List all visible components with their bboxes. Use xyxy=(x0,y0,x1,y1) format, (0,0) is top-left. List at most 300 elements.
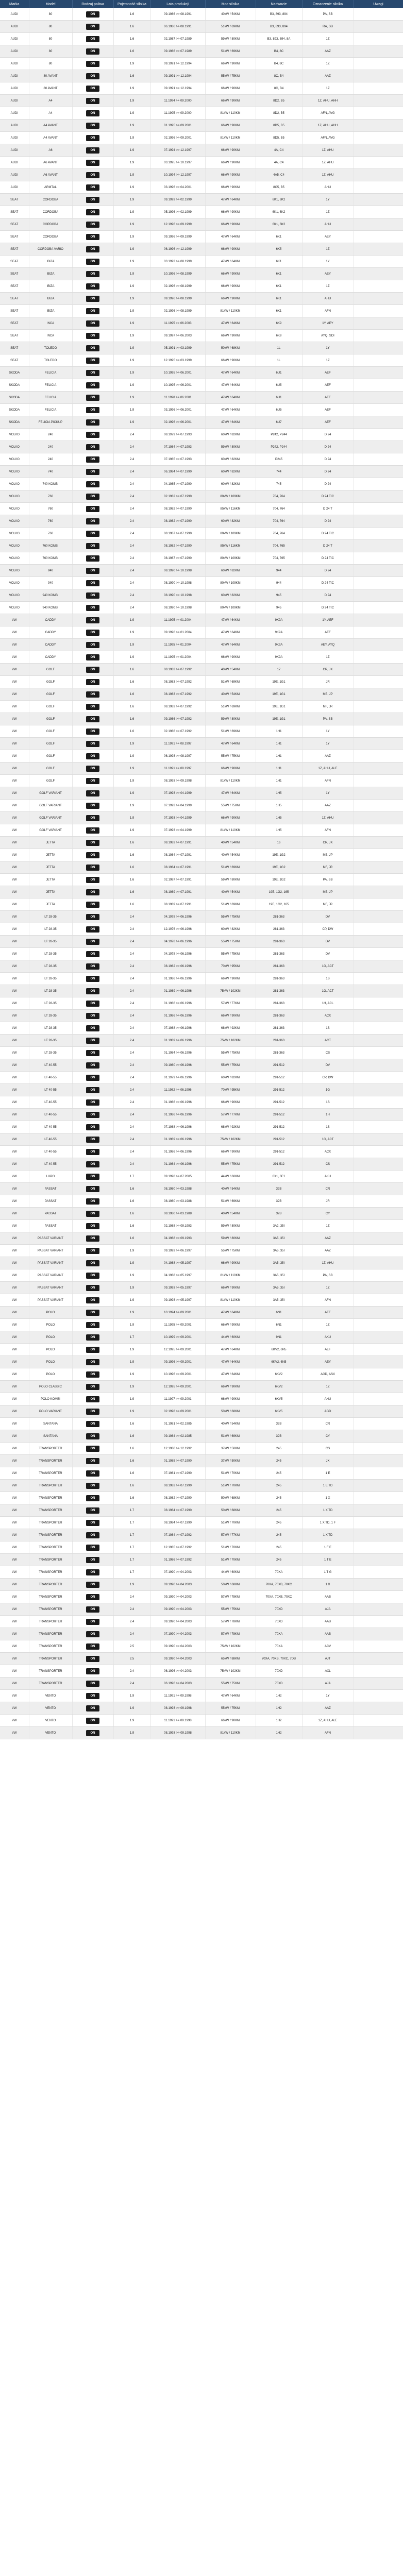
cell-engine-code: 1G xyxy=(302,1084,354,1096)
cell-power: 66kW / 90KM xyxy=(205,58,256,70)
cell-notes xyxy=(354,490,403,503)
cell-fuel xyxy=(72,1727,113,1739)
fuel-badge: ON xyxy=(86,184,99,191)
cell-power: 47kW / 64KM xyxy=(205,639,256,651)
cell-model: INCA xyxy=(29,330,72,342)
cell-engine-code: 1Z, AHU xyxy=(302,169,354,181)
cell-model: 760 xyxy=(29,515,72,528)
fuel-badge: ON xyxy=(86,1013,99,1019)
cell-power: 75kW / 102KM xyxy=(205,1640,256,1653)
cell-power: 66kW / 90KM xyxy=(205,330,256,342)
cell-model: TRANSPORTER xyxy=(29,1467,72,1480)
header-notes[interactable]: Uwagi xyxy=(354,0,403,8)
cell-notes xyxy=(354,1368,403,1381)
table-row xyxy=(0,1282,403,1294)
cell-notes xyxy=(354,824,403,837)
table-row xyxy=(0,8,403,21)
cell-body: 6K9 xyxy=(256,330,302,342)
cell-body: 6K1 xyxy=(256,256,302,268)
cell-body: B3, 893, 894, 8A xyxy=(256,33,302,45)
cell-power: 80kW / 109KM xyxy=(205,602,256,614)
cell-fuel xyxy=(72,132,113,144)
cell-years: 11.1991 >> 09.1998 xyxy=(150,1715,205,1727)
cell-body: 6K1 xyxy=(256,231,302,243)
cell-model: 80 AVANT xyxy=(29,70,72,82)
cell-notes xyxy=(354,453,403,466)
cell-capacity: 2.4 xyxy=(113,1047,150,1059)
cell-model: TRANSPORTER xyxy=(29,1677,72,1690)
cell-engine-code: D 24 T xyxy=(302,540,354,552)
cell-engine-code: 1Z, AHU xyxy=(302,1257,354,1269)
cell-engine-code: DV xyxy=(302,911,354,923)
cell-power: 81kW / 110KM xyxy=(205,775,256,787)
fuel-badge: ON xyxy=(86,630,99,636)
cell-fuel xyxy=(72,837,113,849)
cell-model: PASSAT VARIANT xyxy=(29,1294,72,1307)
cell-notes xyxy=(354,293,403,305)
table-row xyxy=(0,997,403,1010)
cell-body: 4A5, C4 xyxy=(256,169,302,181)
cell-years: 09.1986 >> 07.1992 xyxy=(150,713,205,725)
cell-model: 80 xyxy=(29,8,72,21)
cell-years: 01.1986 >> 07.1992 xyxy=(150,1554,205,1566)
cell-capacity: 1.9 xyxy=(113,416,150,429)
cell-notes xyxy=(354,45,403,58)
table-row xyxy=(0,144,403,157)
cell-fuel xyxy=(72,812,113,824)
cell-capacity: 1.9 xyxy=(113,280,150,293)
cell-notes xyxy=(354,416,403,429)
header-body[interactable]: Nadwozie xyxy=(256,0,302,8)
cell-capacity: 1.6 xyxy=(113,861,150,874)
table-row xyxy=(0,1653,403,1665)
cell-capacity: 2.4 xyxy=(113,923,150,936)
cell-model: A6 AVANT xyxy=(29,169,72,181)
fuel-badge: ON xyxy=(86,568,99,574)
cell-capacity: 1.7 xyxy=(113,1554,150,1566)
cell-fuel xyxy=(72,1405,113,1418)
cell-power: 66kW / 90KM xyxy=(205,169,256,181)
cell-capacity: 1.9 xyxy=(113,218,150,231)
cell-notes xyxy=(354,1047,403,1059)
cell-power: 40kW / 54KM xyxy=(205,1208,256,1220)
cell-body: 70XA, 70XB, 70XC xyxy=(256,1579,302,1591)
cell-notes xyxy=(354,1232,403,1245)
cell-capacity: 2.4 xyxy=(113,503,150,515)
cell-power: 51kW / 69KM xyxy=(205,21,256,33)
cell-body: 245 xyxy=(256,1554,302,1566)
cell-fuel xyxy=(72,1035,113,1047)
cell-years: 01.1986 >> 06.1996 xyxy=(150,1010,205,1022)
cell-make: VW xyxy=(0,1171,29,1183)
cell-capacity: 2.4 xyxy=(113,466,150,478)
cell-engine-code: MF, JR xyxy=(302,861,354,874)
cell-capacity: 2.4 xyxy=(113,565,150,577)
fuel-badge: ON xyxy=(86,24,99,30)
fuel-badge: ON xyxy=(86,939,99,945)
cell-power: 60kW / 82KM xyxy=(205,589,256,602)
cell-fuel xyxy=(72,317,113,330)
cell-model: ARMTAL xyxy=(29,181,72,194)
cell-years: 02.1996 >> 08.1999 xyxy=(150,305,205,317)
cell-engine-code: PA, SB xyxy=(302,8,354,21)
cell-engine-code: CS xyxy=(302,1047,354,1059)
table-row xyxy=(0,688,403,701)
cell-capacity: 1.9 xyxy=(113,107,150,120)
cell-engine-code: D 24 xyxy=(302,429,354,441)
cell-engine-code: D 24 xyxy=(302,478,354,490)
cell-model: A6 xyxy=(29,144,72,157)
cell-notes xyxy=(354,1195,403,1208)
table-row xyxy=(0,268,403,280)
cell-fuel xyxy=(72,973,113,985)
cell-notes xyxy=(354,120,403,132)
cell-engine-code: 1Z, AHU, AHH xyxy=(302,120,354,132)
cell-make: AUDI xyxy=(0,107,29,120)
cell-body: 6K1 xyxy=(256,305,302,317)
cell-fuel xyxy=(72,936,113,948)
fuel-badge: ON xyxy=(86,11,99,18)
header-power[interactable]: Moc silnika xyxy=(205,0,256,8)
fuel-badge: ON xyxy=(86,654,99,660)
header-years[interactable]: Lata produkcji xyxy=(150,0,205,8)
fuel-badge: ON xyxy=(86,123,99,129)
cell-model: POLO xyxy=(29,1307,72,1319)
table-row xyxy=(0,1665,403,1677)
cell-fuel xyxy=(72,528,113,540)
cell-engine-code: 1Y xyxy=(302,738,354,750)
fuel-badge: ON xyxy=(86,691,99,698)
cell-power: 60kW / 82KM xyxy=(205,429,256,441)
cell-years: 07.1993 >> 04.1999 xyxy=(150,824,205,837)
cell-power: 55kW / 75KM xyxy=(205,1245,256,1257)
cell-model: TRANSPORTER xyxy=(29,1566,72,1579)
cell-make: VW xyxy=(0,1603,29,1616)
cell-capacity: 2.4 xyxy=(113,589,150,602)
table-row xyxy=(0,923,403,936)
cell-engine-code: CY xyxy=(302,1430,354,1443)
cell-make: VW xyxy=(0,849,29,861)
cell-body: 6N1 xyxy=(256,1319,302,1331)
cell-capacity: 2.4 xyxy=(113,1158,150,1171)
cell-engine-code: 1Z, AHU xyxy=(302,144,354,157)
header-model[interactable]: Model xyxy=(29,0,72,8)
table-row xyxy=(0,169,403,181)
cell-model: IBIZA xyxy=(29,280,72,293)
fuel-badge: ON xyxy=(86,73,99,79)
table-row xyxy=(0,218,403,231)
fuel-badge: ON xyxy=(86,753,99,759)
cell-years: 08.1982 >> 07.1990 xyxy=(150,540,205,552)
cell-body: 704, 764 xyxy=(256,490,302,503)
cell-make: VW xyxy=(0,1640,29,1653)
cell-make: VW xyxy=(0,1183,29,1195)
fuel-badge: ON xyxy=(86,320,99,327)
cell-notes xyxy=(354,948,403,960)
cell-fuel xyxy=(72,515,113,528)
cell-capacity: 2.4 xyxy=(113,515,150,528)
cell-capacity: 1.9 xyxy=(113,206,150,218)
cell-body: 944 xyxy=(256,565,302,577)
cell-years: 09.1986 >> 07.1989 xyxy=(150,45,205,58)
cell-notes xyxy=(354,1715,403,1727)
cell-body: 19E, 1G2 xyxy=(256,874,302,886)
cell-years: 02.1996 >> 09.2001 xyxy=(150,132,205,144)
cell-fuel xyxy=(72,392,113,404)
cell-model: LT 28-35 xyxy=(29,923,72,936)
cell-years: 08.1982 >> 07.1990 xyxy=(150,1492,205,1504)
cell-body: 291-512 xyxy=(256,1109,302,1121)
cell-capacity: 1.9 xyxy=(113,120,150,132)
table-row xyxy=(0,1072,403,1084)
cell-capacity: 1.6 xyxy=(113,1418,150,1430)
cell-notes xyxy=(354,1566,403,1579)
cell-engine-code: 1G, ACT xyxy=(302,985,354,997)
cell-years: 01.1986 >> 06.1996 xyxy=(150,973,205,985)
cell-years: 10.1995 >> 06.2001 xyxy=(150,379,205,392)
cell-make: SEAT xyxy=(0,218,29,231)
table-row xyxy=(0,429,403,441)
fuel-badge: ON xyxy=(86,1334,99,1341)
cell-power: 60kW / 82KM xyxy=(205,1072,256,1084)
cell-model: LT 40-55 xyxy=(29,1084,72,1096)
fuel-badge: ON xyxy=(86,1557,99,1563)
table-row xyxy=(0,1356,403,1368)
cell-notes xyxy=(354,775,403,787)
cell-capacity: 1.9 xyxy=(113,243,150,256)
cell-model: TRANSPORTER xyxy=(29,1443,72,1455)
cell-model: LT 28-35 xyxy=(29,936,72,948)
cell-years: 08.1987 >> 07.1990 xyxy=(150,552,205,565)
fuel-badge: ON xyxy=(86,308,99,314)
cell-capacity: 2.4 xyxy=(113,960,150,973)
cell-make: VW xyxy=(0,1047,29,1059)
fuel-badge: ON xyxy=(86,889,99,895)
fuel-badge: ON xyxy=(86,840,99,846)
cell-body: 6K1, 6K2 xyxy=(256,218,302,231)
cell-capacity: 2.4 xyxy=(113,453,150,466)
cell-make: VW xyxy=(0,1331,29,1344)
cell-make: VW xyxy=(0,1035,29,1047)
fuel-badge: ON xyxy=(86,135,99,141)
cell-years: 01.1986 >> 06.1996 xyxy=(150,1096,205,1109)
cell-engine-code: 1Z xyxy=(302,1282,354,1294)
table-row xyxy=(0,1541,403,1554)
cell-model: TRANSPORTER xyxy=(29,1529,72,1541)
cell-model: CORDOBA VARIO xyxy=(29,243,72,256)
cell-power: 66kW / 90KM xyxy=(205,293,256,305)
cell-notes xyxy=(354,231,403,243)
cell-power: 47kW / 64KM xyxy=(205,1690,256,1702)
cell-engine-code: 1Y, AEF xyxy=(302,614,354,626)
cell-fuel xyxy=(72,466,113,478)
cell-power: 81kW / 110KM xyxy=(205,1294,256,1307)
cell-make: VW xyxy=(0,1381,29,1393)
cell-capacity: 1.9 xyxy=(113,1405,150,1418)
table-row xyxy=(0,70,403,82)
cell-years: 07.1994 >> 12.1997 xyxy=(150,144,205,157)
cell-make: VW xyxy=(0,1282,29,1294)
cell-engine-code: 1Z xyxy=(302,243,354,256)
cell-engine-code: 1 E TD xyxy=(302,1480,354,1492)
cell-body: 6K1, 6K2 xyxy=(256,206,302,218)
cell-engine-code: 1Z xyxy=(302,82,354,95)
cell-make: VW xyxy=(0,1616,29,1628)
fuel-badge: ON xyxy=(86,988,99,994)
table-row xyxy=(0,1566,403,1579)
cell-power: 59kW / 80KM xyxy=(205,1220,256,1232)
fuel-badge: ON xyxy=(86,728,99,735)
cell-body: 4A, C4 xyxy=(256,157,302,169)
cell-model: FELICIA xyxy=(29,392,72,404)
fuel-badge: ON xyxy=(86,382,99,388)
cell-capacity: 1.9 xyxy=(113,194,150,206)
cell-power: 60kW / 82KM xyxy=(205,515,256,528)
cell-body: 1H1 xyxy=(256,750,302,762)
cell-fuel xyxy=(72,577,113,589)
table-row xyxy=(0,1381,403,1393)
cell-notes xyxy=(354,1245,403,1257)
cell-notes xyxy=(354,676,403,688)
cell-years: 11.1995 >> 01.2004 xyxy=(150,614,205,626)
cell-years: 01.1984 >> 06.1996 xyxy=(150,1047,205,1059)
cell-fuel xyxy=(72,1121,113,1133)
cell-notes xyxy=(354,1133,403,1146)
cell-notes xyxy=(354,577,403,589)
cell-model: PASSAT VARIANT xyxy=(29,1269,72,1282)
cell-model: TRANSPORTER xyxy=(29,1517,72,1529)
cell-fuel xyxy=(72,762,113,775)
cell-years: 06.1996 >> 12.1999 xyxy=(150,243,205,256)
cell-power: 51kW / 69KM xyxy=(205,725,256,738)
fuel-badge: ON xyxy=(86,1285,99,1291)
cell-power: 51kW / 69KM xyxy=(205,701,256,713)
cell-body: 6K1, 6K2 xyxy=(256,194,302,206)
cell-notes xyxy=(354,651,403,664)
header-fuel[interactable]: Rodzaj paliwa xyxy=(72,0,113,8)
cell-model: 80 xyxy=(29,21,72,33)
cell-engine-code: ACT xyxy=(302,1035,354,1047)
cell-model: 940 xyxy=(29,565,72,577)
cell-engine-code: 1 X TD, 1 F xyxy=(302,1517,354,1529)
fuel-badge: ON xyxy=(86,1371,99,1378)
cell-model: TRANSPORTER xyxy=(29,1504,72,1517)
cell-notes xyxy=(354,713,403,725)
cell-years: 12.1995 >> 09.2001 xyxy=(150,1381,205,1393)
cell-engine-code: 1 T G xyxy=(302,1566,354,1579)
cell-body: 945 xyxy=(256,589,302,602)
cell-capacity: 2.4 xyxy=(113,1677,150,1690)
cell-years: 11.1995 >> 09.2000 xyxy=(150,107,205,120)
cell-notes xyxy=(354,528,403,540)
cell-make: VW xyxy=(0,936,29,948)
cell-years: 10.1999 >> 09.2001 xyxy=(150,1331,205,1344)
cell-years: 01.1989 >> 06.1996 xyxy=(150,1133,205,1146)
fuel-badge: ON xyxy=(86,1025,99,1031)
cell-notes xyxy=(354,800,403,812)
cell-fuel xyxy=(72,1616,113,1628)
cell-engine-code: AEF xyxy=(302,626,354,639)
cell-engine-code: DV xyxy=(302,948,354,960)
header-capacity[interactable]: Pojemność silnika xyxy=(113,0,150,8)
cell-make: VW xyxy=(0,1133,29,1146)
cell-engine-code: 1 X TD xyxy=(302,1504,354,1517)
cell-power: 60kW / 82KM xyxy=(205,453,256,466)
cell-years: 02.1982 >> 07.1990 xyxy=(150,490,205,503)
cell-model: TRANSPORTER xyxy=(29,1665,72,1677)
cell-body: 1H5 xyxy=(256,787,302,800)
cell-years: 09.1990 >> 04.2003 xyxy=(150,1603,205,1616)
cell-body: 6K1 xyxy=(256,293,302,305)
cell-years: 07.1993 >> 04.1999 xyxy=(150,812,205,824)
table-row xyxy=(0,1603,403,1616)
cell-model: GOLF xyxy=(29,676,72,688)
table-row xyxy=(0,194,403,206)
cell-make: VW xyxy=(0,701,29,713)
cell-fuel xyxy=(72,1109,113,1121)
cell-fuel xyxy=(72,552,113,565)
cell-capacity: 1.9 xyxy=(113,824,150,837)
table-row xyxy=(0,1133,403,1146)
cell-capacity: 1.9 xyxy=(113,342,150,354)
cell-fuel xyxy=(72,985,113,997)
header-engine-code[interactable]: Oznaczenie silnika xyxy=(302,0,354,8)
cell-capacity: 1.9 xyxy=(113,1319,150,1331)
cell-capacity: 1.6 xyxy=(113,1195,150,1208)
cell-capacity: 2.4 xyxy=(113,948,150,960)
cell-model: FELICIA PICKUP xyxy=(29,416,72,429)
cell-power: 37kW / 50KM xyxy=(205,1455,256,1467)
cell-engine-code: 1Y xyxy=(302,787,354,800)
cell-fuel xyxy=(72,243,113,256)
cell-make: VOLVO xyxy=(0,602,29,614)
cell-engine-code: AAZ xyxy=(302,750,354,762)
cell-capacity: 1.7 xyxy=(113,1517,150,1529)
cell-years: 09.1990 >> 04.2003 xyxy=(150,1579,205,1591)
cell-make: VW xyxy=(0,1146,29,1158)
fuel-badge: ON xyxy=(86,1730,99,1736)
table-row xyxy=(0,948,403,960)
cell-capacity: 2.4 xyxy=(113,936,150,948)
cell-body: 245 xyxy=(256,1467,302,1480)
cell-model: 940 KOMBI xyxy=(29,602,72,614)
cell-power: 47kW / 64KM xyxy=(205,1356,256,1368)
cell-power: 47kW / 64KM xyxy=(205,1307,256,1319)
cell-make: VW xyxy=(0,651,29,664)
fuel-badge: ON xyxy=(86,1495,99,1501)
cell-engine-code: AEF xyxy=(302,392,354,404)
cell-capacity: 2.4 xyxy=(113,1022,150,1035)
cell-engine-code: D 24 TIC xyxy=(302,490,354,503)
cell-power: 75kW / 102KM xyxy=(205,1133,256,1146)
cell-body: 1H2 xyxy=(256,1702,302,1715)
cell-make: VOLVO xyxy=(0,515,29,528)
cell-body: 3A5, 35I xyxy=(256,1232,302,1245)
table-row xyxy=(0,157,403,169)
cell-notes xyxy=(354,1653,403,1665)
cell-fuel xyxy=(72,478,113,490)
cell-model: SANTANA xyxy=(29,1418,72,1430)
fuel-badge: ON xyxy=(86,1693,99,1699)
cell-years: 08.1980 >> 03.1988 xyxy=(150,1183,205,1195)
fuel-badge: ON xyxy=(86,1211,99,1217)
header-make[interactable]: Marka xyxy=(0,0,29,8)
fuel-badge: ON xyxy=(86,1161,99,1167)
cell-power: 47kW / 64KM xyxy=(205,416,256,429)
cell-make: VW xyxy=(0,725,29,738)
cell-fuel xyxy=(72,58,113,70)
cell-capacity: 1.9 xyxy=(113,82,150,95)
